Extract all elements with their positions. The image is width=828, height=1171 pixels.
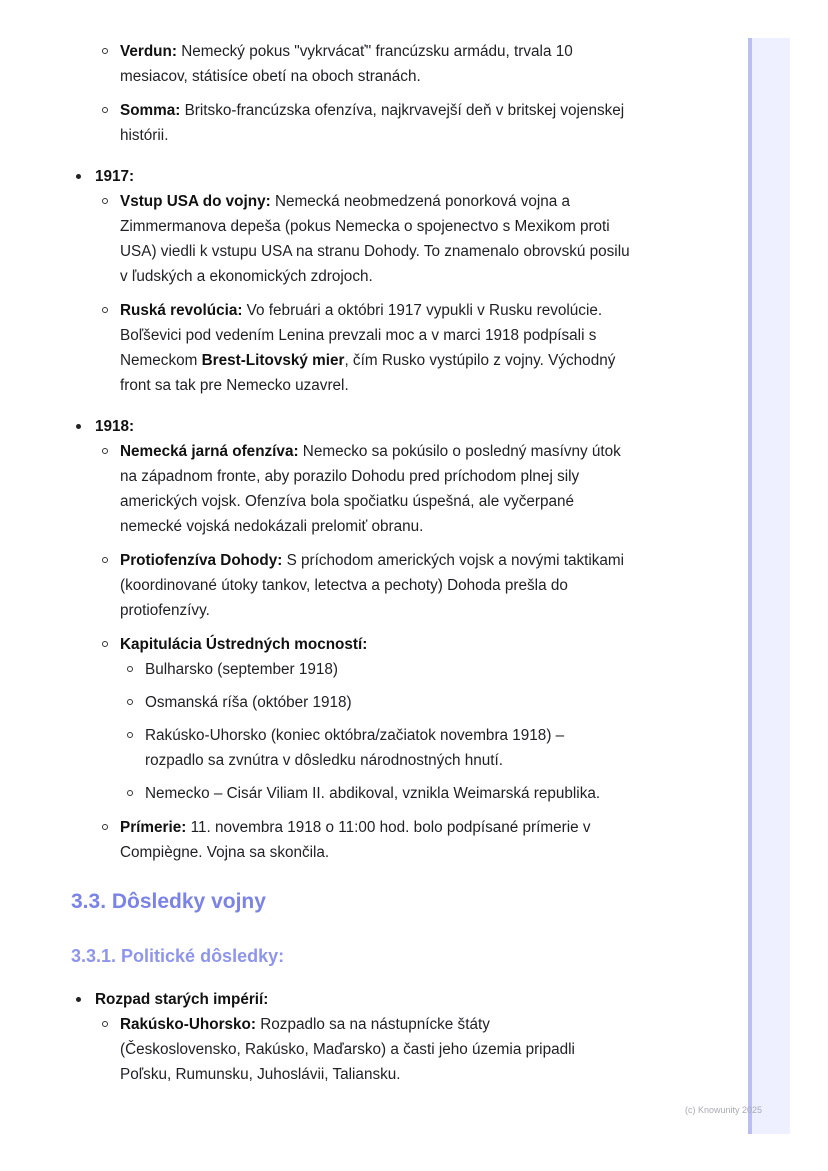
sidebar-panel — [748, 38, 790, 1134]
empires-title — [0, 987, 740, 1012]
text-usa: Nemecká neobmedzená ponorková vojna a Zimmermanova depeša (pokus Nemecka o spojenectvo s Mexikom proti USA) viedli k vstupu USA na stranu Dohody. To znamenalo obrovskú posilu v ľudských a ekonomických zdrojoch. — [120, 193, 630, 285]
bullet-ring — [102, 307, 108, 313]
capitulation-bulgaria: Bulharsko (september 1918) — [145, 661, 339, 678]
capitulation-ottoman: Osmanská ríša (október 1918) — [145, 694, 352, 711]
bullet-ring — [102, 557, 108, 563]
capitulation-item — [0, 657, 625, 682]
item-austria-hungary — [0, 1012, 610, 1087]
copyright-footer: (c) Knowunity 2025 — [685, 1105, 763, 1115]
capitulation-item — [0, 690, 625, 715]
bullet-ring — [102, 107, 108, 113]
term-austria-hungary: Rakúsko-Uhorsko: — [120, 1016, 256, 1033]
bullet-ring — [127, 666, 133, 672]
bullet-ring — [102, 824, 108, 830]
item-spring-offensive — [0, 439, 640, 539]
document-body — [0, 39, 740, 1087]
term-capitulation: Kapitulácia Ústredných mocností: — [120, 636, 368, 653]
term-somma: Somma: — [120, 102, 181, 119]
capitulation-austria-hungary: Rakúsko-Uhorsko (koniec októbra/začiatok novembra 1918) – rozpadlo sa zvnútra v dôsledku národnostných hnutí. — [145, 727, 565, 769]
year-1918 — [0, 414, 740, 439]
item-armistice — [0, 815, 640, 865]
item-usa — [0, 189, 640, 289]
text-armistice: 11. novembra 1918 o 11:00 hod. bolo podpísané prímerie v Compiègne. Vojna sa skončila. — [120, 819, 591, 861]
item-revolution — [0, 298, 640, 398]
text-revolution-b: , čím Rusko vystúpilo z vojny. Východný front sa tak pre Nemecko uzavrel. — [120, 352, 616, 394]
item-somma — [0, 98, 640, 148]
text-counter: S príchodom amerických vojsk a novými taktikami (koordinované útoky tankov, letectva a pechoty) Dohoda prešla do protiofenzívy. — [120, 552, 625, 619]
bullet-ring — [127, 699, 133, 705]
term-verdun: Verdun: — [120, 43, 177, 60]
bullet-ring — [102, 48, 108, 54]
bullet-ring — [127, 790, 133, 796]
term-brest-litovsk: Brest-Litovský mier — [201, 352, 345, 369]
bullet-ring — [102, 448, 108, 454]
term-revolution: Ruská revolúcia: — [120, 302, 243, 319]
bullet-dot — [76, 424, 81, 429]
year-1917-label: 1917: — [95, 168, 135, 185]
bullet-ring — [102, 1021, 108, 1027]
item-capitulation — [0, 632, 640, 657]
text-spring: Nemecko sa pokúsilo o posledný masívny útok na západnom fronte, aby porazilo Dohodu pred príchodom plnej sily amerických vojsk. Ofenzíva bola spočiatku úspešná, ale vyčerpané nemecké vojská nedokázali prelomiť obranu. — [120, 443, 621, 535]
bullet-dot — [76, 997, 81, 1002]
capitulation-germany: Nemecko – Cisár Viliam II. abdikoval, vznikla Weimarská republika. — [145, 785, 601, 802]
year-1917 — [0, 164, 740, 189]
text-somma: Britsko-francúzska ofenzíva, najkrvavejší deň v britskej vojenskej histórii. — [120, 102, 625, 144]
year-1918-label: 1918: — [95, 418, 135, 435]
empires-title-label: Rozpad starých impérií: — [95, 991, 269, 1008]
subsection-heading: 3.3.1. Politické dôsledky: — [71, 946, 285, 966]
term-counter: Protiofenzíva Dohody: — [120, 552, 283, 569]
section-heading: 3.3. Dôsledky vojny — [71, 890, 266, 913]
bullet-ring — [127, 732, 133, 738]
bullet-dot — [76, 174, 81, 179]
text-austria-hungary: Rozpadlo sa na nástupnícke štáty (Československo, Rakúsko, Maďarsko) a časti jeho územia pripadli Poľsku, Rumunsku, Juhoslávii, Taliansku. — [120, 1016, 575, 1083]
capitulation-item — [0, 723, 605, 773]
bullet-ring — [102, 198, 108, 204]
text-revolution-a: Vo februári a októbri 1917 vypukli v Rusku revolúcie. Boľševici pod vedením Lenina prevzali moc a v marci 1918 podpísali s Nemeckom — [120, 302, 603, 369]
term-spring: Nemecká jarná ofenzíva: — [120, 443, 299, 460]
text-verdun: Nemecký pokus "vykrvácať" francúzsku armádu, trvala 10 mesiacov, státisíce obetí na oboch stranách. — [120, 43, 573, 85]
term-armistice: Prímerie: — [120, 819, 187, 836]
bullet-ring — [102, 641, 108, 647]
item-counter-offensive — [0, 548, 640, 623]
capitulation-item — [0, 781, 625, 806]
term-usa: Vstup USA do vojny: — [120, 193, 271, 210]
item-verdun — [0, 39, 640, 89]
